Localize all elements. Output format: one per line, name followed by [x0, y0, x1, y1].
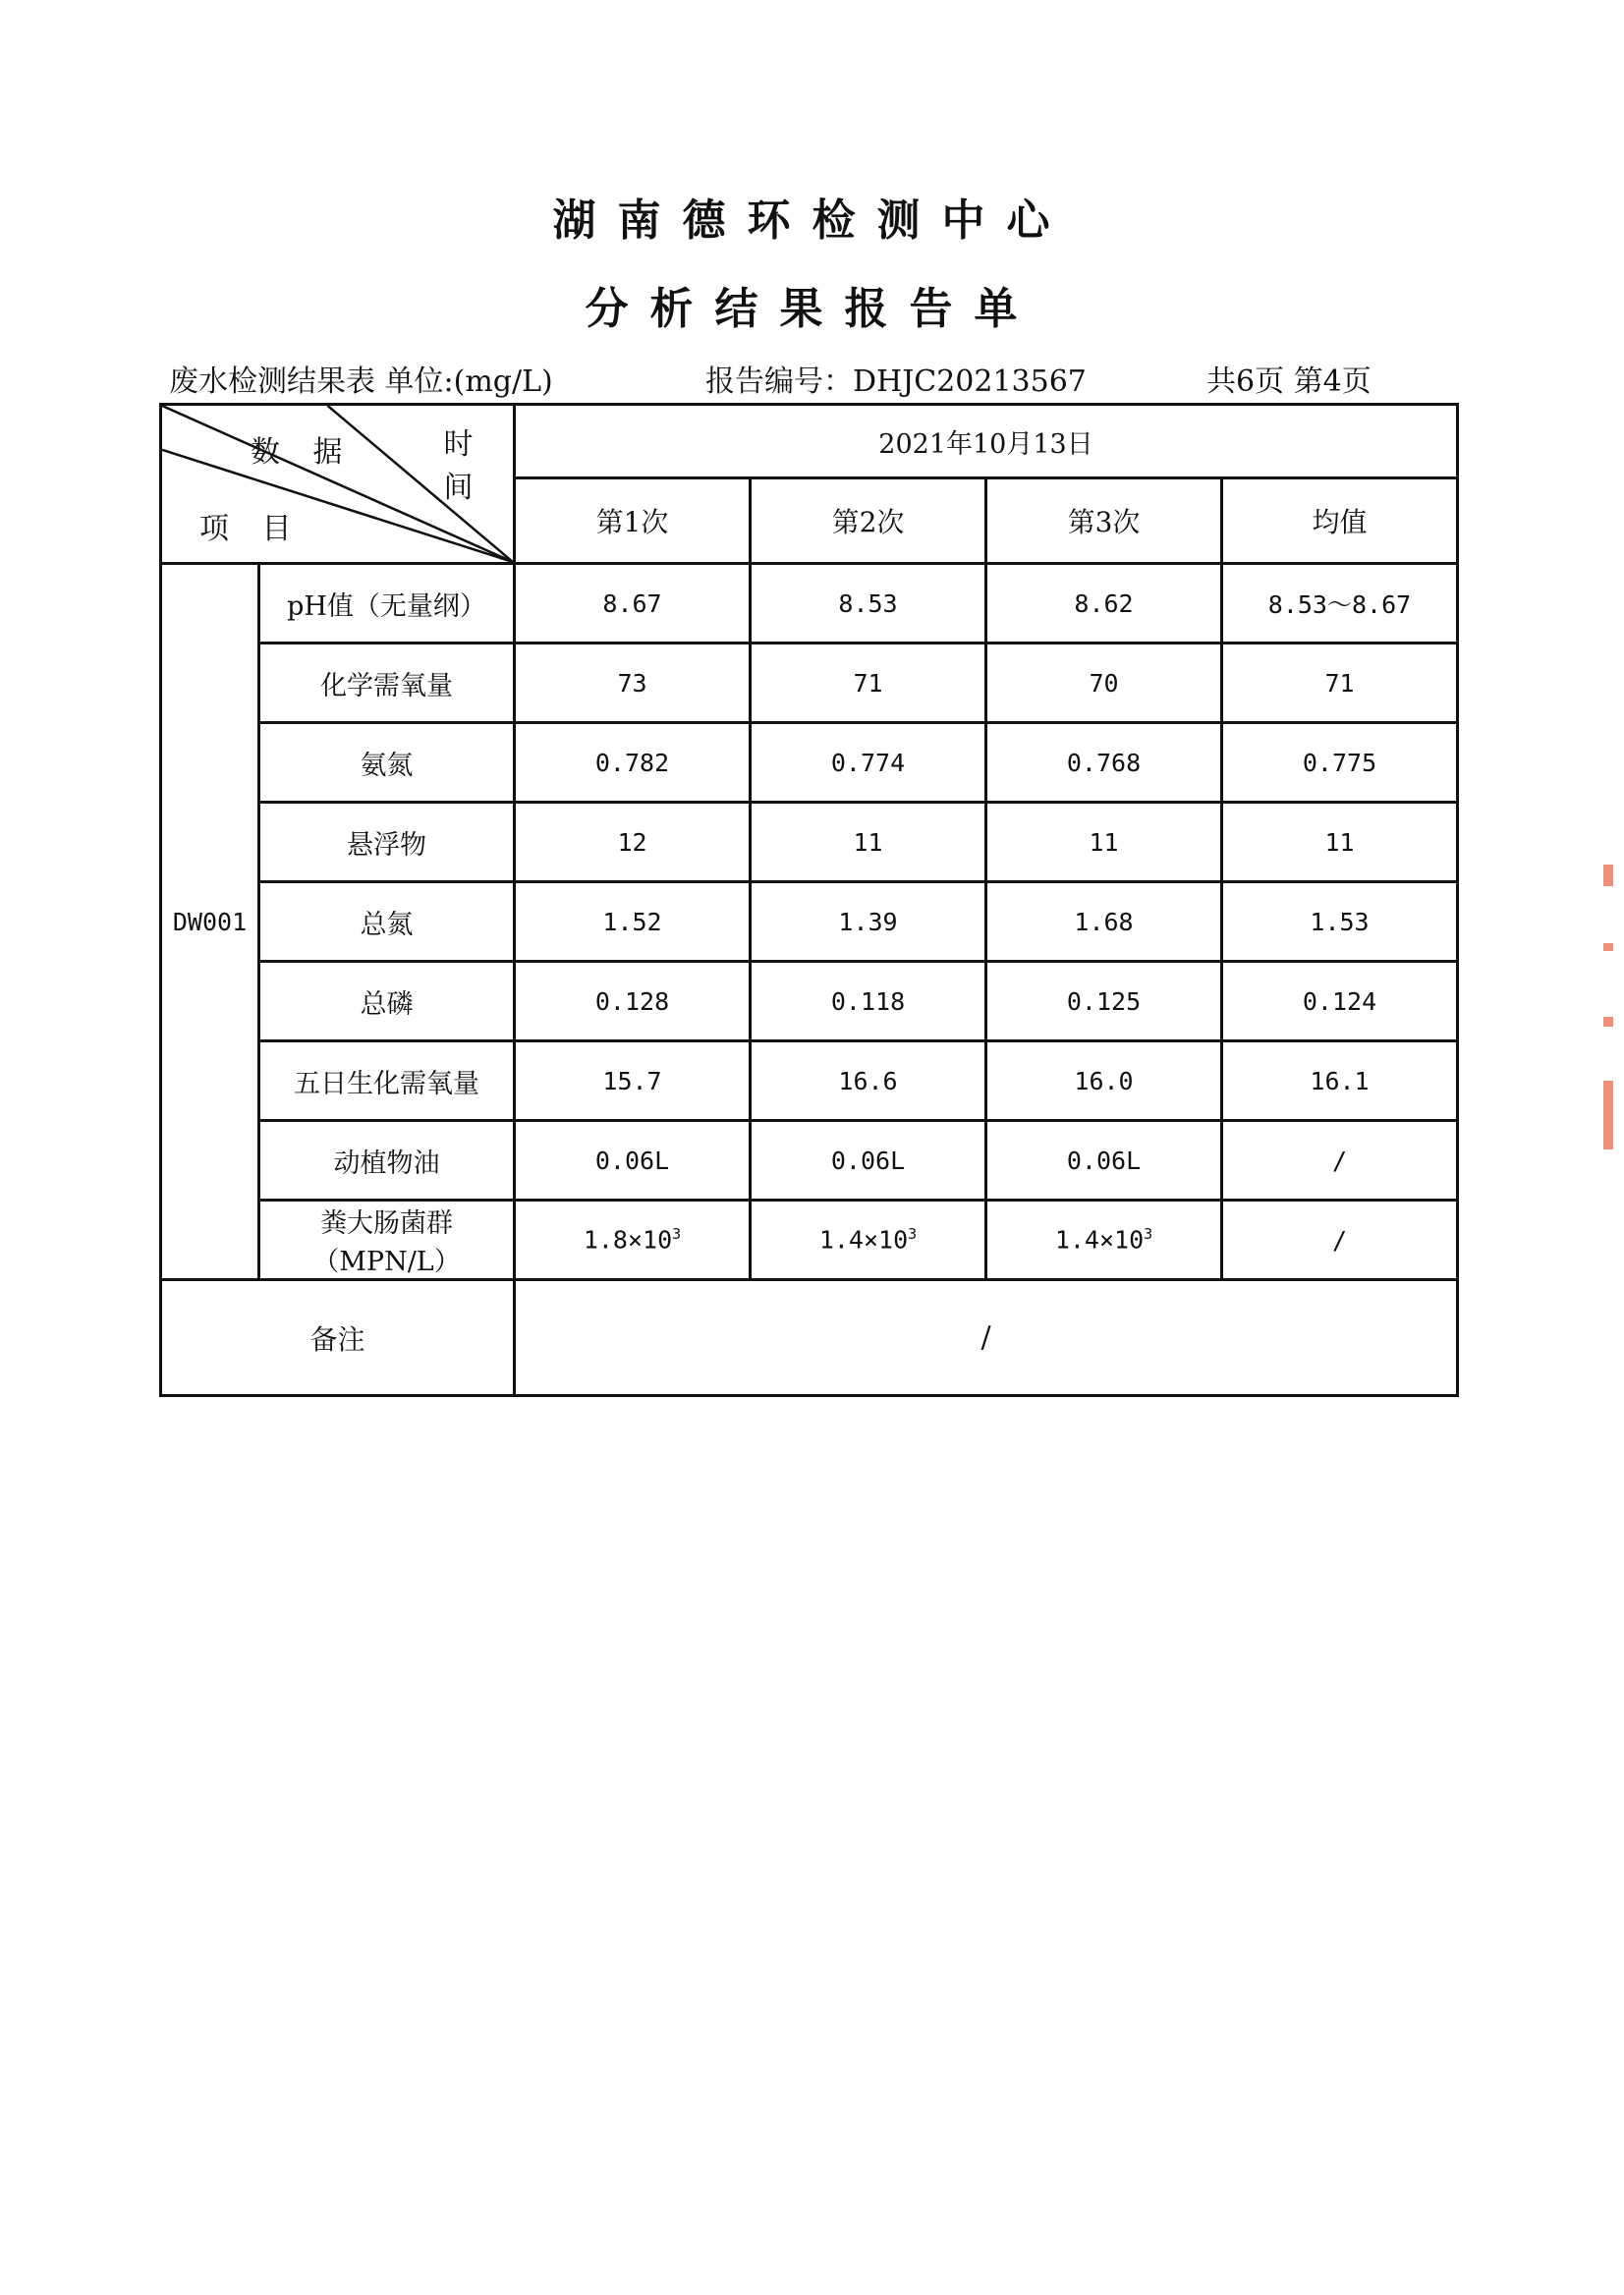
- document-title: 分析结果报告单: [585, 284, 1039, 334]
- row-item-coliform: [259, 1201, 515, 1280]
- seal-edge-mark: [1603, 943, 1613, 951]
- row-item: 化学需氧量: [259, 644, 515, 723]
- row-value-1: 0.06L: [515, 1121, 751, 1201]
- column-header-2: 第2次: [751, 478, 986, 564]
- row-average: 1.53: [1222, 882, 1458, 962]
- table-row: [161, 1201, 1458, 1280]
- row-value-1: 0.128: [515, 962, 751, 1041]
- coliform-exponent-2: 3: [908, 1225, 918, 1244]
- corner-label-item: 项 目: [199, 512, 304, 546]
- row-value-3: 70: [986, 644, 1222, 723]
- row-value-2: 0.06L: [751, 1121, 986, 1201]
- row-item: 动植物油: [259, 1121, 515, 1201]
- coliform-name: 粪大肠菌群: [320, 1208, 453, 1239]
- remark-label: 备注: [161, 1280, 515, 1396]
- row-item: 总磷: [259, 962, 515, 1041]
- row-value-2: 71: [751, 644, 986, 723]
- row-average: 11: [1222, 803, 1458, 882]
- results-table: [159, 403, 1459, 1397]
- row-value-1: 0.782: [515, 723, 751, 803]
- table-row: [161, 723, 1458, 803]
- row-value-3: 0.768: [986, 723, 1222, 803]
- table-row: [161, 1121, 1458, 1201]
- coliform-exponent-1: 3: [672, 1225, 682, 1244]
- table-row: [161, 644, 1458, 723]
- row-average: 8.53～8.67: [1222, 564, 1458, 644]
- seal-edge-mark: [1603, 865, 1613, 886]
- row-value-1: 8.67: [515, 564, 751, 644]
- row-average: /: [1222, 1201, 1458, 1280]
- row-value-1: [515, 1201, 751, 1280]
- row-average: 0.124: [1222, 962, 1458, 1041]
- coliform-value-2: 1.4×10: [818, 1225, 909, 1255]
- row-item: 悬浮物: [259, 803, 515, 882]
- row-value-3: [986, 1201, 1222, 1280]
- header-corner-cell: [161, 405, 515, 564]
- row-item: 总氮: [259, 882, 515, 962]
- column-header-3: 第3次: [986, 478, 1222, 564]
- org-title: 湖南德环检测中心: [552, 196, 1072, 246]
- seal-edge-mark: [1603, 1017, 1613, 1027]
- corner-label-data: 数 据: [251, 435, 355, 470]
- row-value-2: 16.6: [751, 1041, 986, 1121]
- row-value-3: 11: [986, 803, 1222, 882]
- remark-value: /: [515, 1280, 1458, 1396]
- row-value-3: 0.125: [986, 962, 1222, 1041]
- table-row: [161, 803, 1458, 882]
- corner-label-time: 时 间: [443, 427, 485, 505]
- row-average: 0.775: [1222, 723, 1458, 803]
- remark-row: [161, 1280, 1458, 1396]
- table-row: [161, 564, 1458, 644]
- table-row: [161, 882, 1458, 962]
- row-value-1: 73: [515, 644, 751, 723]
- row-value-2: 0.774: [751, 723, 986, 803]
- coliform-value-3: 1.4×10: [1054, 1225, 1145, 1255]
- page-info: 共6页 第4页: [1206, 364, 1372, 399]
- row-value-1: 12: [515, 803, 751, 882]
- row-average: /: [1222, 1121, 1458, 1201]
- coliform-unit: （MPN/L）: [312, 1247, 461, 1277]
- row-value-2: 11: [751, 803, 986, 882]
- column-header-average: 均值: [1222, 478, 1458, 564]
- report-number: 报告编号：DHJC20213567: [705, 364, 1087, 399]
- row-value-2: 0.118: [751, 962, 986, 1041]
- row-value-3: 0.06L: [986, 1121, 1222, 1201]
- row-value-2: 1.39: [751, 882, 986, 962]
- row-average: 71: [1222, 644, 1458, 723]
- seal-edge-mark: [1603, 1081, 1613, 1149]
- column-header-1: 第1次: [515, 478, 751, 564]
- row-value-1: 15.7: [515, 1041, 751, 1121]
- row-value-1: 1.52: [515, 882, 751, 962]
- row-value-2: [751, 1201, 986, 1280]
- coliform-exponent-3: 3: [1144, 1225, 1153, 1244]
- site-code: DW001: [161, 564, 259, 1280]
- row-average: 16.1: [1222, 1041, 1458, 1121]
- row-value-3: 8.62: [986, 564, 1222, 644]
- row-value-3: 16.0: [986, 1041, 1222, 1121]
- row-item: 氨氮: [259, 723, 515, 803]
- table-row: [161, 1041, 1458, 1121]
- table-title: 废水检测结果表 单位:(mg/L): [169, 364, 553, 399]
- row-item: pH值（无量纲）: [259, 564, 515, 644]
- row-item: 五日生化需氧量: [259, 1041, 515, 1121]
- coliform-value-1: 1.8×10: [583, 1225, 673, 1255]
- table-row: [161, 962, 1458, 1041]
- row-value-3: 1.68: [986, 882, 1222, 962]
- sampling-date: 2021年10月13日: [515, 405, 1458, 478]
- row-value-2: 8.53: [751, 564, 986, 644]
